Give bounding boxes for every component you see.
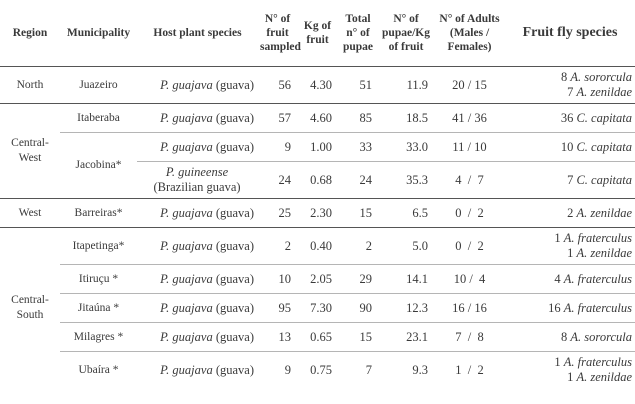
table-row [0,67,635,104]
table-row [0,323,635,352]
header-total-pupae: Total n° of pupae [338,0,378,67]
kg-cell: 4.60 [297,104,338,133]
n-fruit-cell: 2 [258,228,297,265]
header-kg-fruit: Kg of fruit [297,0,338,67]
ppk-cell: 35.3 [378,162,434,199]
host-cell: P. guajava (guava) [137,133,258,162]
pupae-cell: 29 [338,265,378,294]
region-cell: West [0,199,60,228]
kg-cell: 4.30 [297,67,338,104]
table-row [0,352,635,389]
municipality-cell: Itapetinga* [60,228,137,265]
adults-cell: 1 / 2 [434,352,505,389]
species-cell: 4 A. fraterculus [505,265,635,294]
kg-cell: 0.40 [297,228,338,265]
ppk-cell: 14.1 [378,265,434,294]
species-line: 1 A. fraterculus [554,355,632,369]
kg-cell: 2.05 [297,265,338,294]
table-row [0,228,635,265]
adults-cell: 7 / 8 [434,323,505,352]
municipality-cell: Jitaúna * [60,294,137,323]
header-adults: N° of Adults (Males / Females) [434,0,505,67]
species-cell: 7 C. capitata [505,162,635,199]
species-cell [505,352,635,389]
kg-cell: 2.30 [297,199,338,228]
pupae-cell: 33 [338,133,378,162]
n-fruit-cell: 25 [258,199,297,228]
municipality-cell: Ubaíra * [60,352,137,389]
species-cell: 2 A. zenildae [505,199,635,228]
species-cell: 16 A. fraterculus [505,294,635,323]
n-fruit-cell: 9 [258,352,297,389]
adults-cell: 11 / 10 [434,133,505,162]
pupae-cell: 2 [338,228,378,265]
ppk-cell: 11.9 [378,67,434,104]
pupae-cell: 24 [338,162,378,199]
ppk-cell: 33.0 [378,133,434,162]
municipality-cell: Barreiras* [60,199,137,228]
n-fruit-cell: 13 [258,323,297,352]
header-species: Fruit fly species [505,0,635,67]
host-cell: P. guajava (guava) [137,228,258,265]
ppk-cell: 12.3 [378,294,434,323]
kg-cell: 7.30 [297,294,338,323]
adults-cell: 16 / 16 [434,294,505,323]
species-cell [505,228,635,265]
pupae-cell: 85 [338,104,378,133]
region-cell: Central-South [0,228,60,389]
host-cell: P. guajava (guava) [137,352,258,389]
adults-cell: 20 / 15 [434,67,505,104]
n-fruit-cell: 10 [258,265,297,294]
ppk-cell: 5.0 [378,228,434,265]
header-region: Region [0,0,60,67]
species-cell: 10 C. capitata [505,133,635,162]
adults-cell: 41 / 36 [434,104,505,133]
n-fruit-cell: 56 [258,67,297,104]
kg-cell: 0.68 [297,162,338,199]
host-scientific: P. guajava [160,77,213,92]
table-row [0,104,635,133]
species-cell [505,67,635,104]
host-cell: P. guajava (guava) [137,323,258,352]
pupae-cell: 7 [338,352,378,389]
ppk-cell: 23.1 [378,323,434,352]
municipality-cell: Itaberaba [60,104,137,133]
municipality-cell: Juazeiro [60,67,137,104]
species-cell: 36 C. capitata [505,104,635,133]
species-cell: 8 A. sororcula [505,323,635,352]
table-row [0,133,635,162]
region-cell: Central-West [0,104,60,199]
n-fruit-cell: 24 [258,162,297,199]
host-cell [137,67,258,104]
species-line: 8 A. sororcula [561,70,632,84]
header-row [0,0,635,67]
header-pupae-per-kg: N° of pupae/Kg of fruit [378,0,434,67]
kg-cell: 0.65 [297,323,338,352]
n-fruit-cell: 95 [258,294,297,323]
kg-cell: 1.00 [297,133,338,162]
header-n-fruit: N° of fruit sampled [258,0,297,67]
municipality-cell: Milagres * [60,323,137,352]
host-common: (guava) [215,77,254,92]
host-cell: P. guajava (guava) [137,199,258,228]
host-cell: P. guineense (Brazilian guava) [137,162,258,199]
adults-cell: 0 / 2 [434,228,505,265]
pupae-cell: 15 [338,323,378,352]
adults-cell: 4 / 7 [434,162,505,199]
ppk-cell: 9.3 [378,352,434,389]
region-cell: North [0,67,60,104]
species-line: 1 A. fraterculus [554,231,632,245]
pupae-cell: 51 [338,67,378,104]
adults-cell: 0 / 2 [434,199,505,228]
host-cell: P. guajava (guava) [137,265,258,294]
municipality-cell: Itiruçu * [60,265,137,294]
host-cell: P. guajava (guava) [137,104,258,133]
ppk-cell: 18.5 [378,104,434,133]
table-row [0,199,635,228]
ppk-cell: 6.5 [378,199,434,228]
table-row [0,294,635,323]
header-host: Host plant species [137,0,258,67]
header-municipality: Municipality [60,0,137,67]
pupae-cell: 90 [338,294,378,323]
table-row [0,265,635,294]
pupae-cell: 15 [338,199,378,228]
host-cell: P. guajava (guava) [137,294,258,323]
n-fruit-cell: 9 [258,133,297,162]
adults-cell: 10 / 4 [434,265,505,294]
municipality-cell: Jacobina* [60,133,137,199]
species-line: 1 A. zenildae [567,370,632,384]
n-fruit-cell: 57 [258,104,297,133]
kg-cell: 0.75 [297,352,338,389]
species-line: 7 A. zenildae [567,85,632,99]
species-line: 1 A. zenildae [567,246,632,260]
